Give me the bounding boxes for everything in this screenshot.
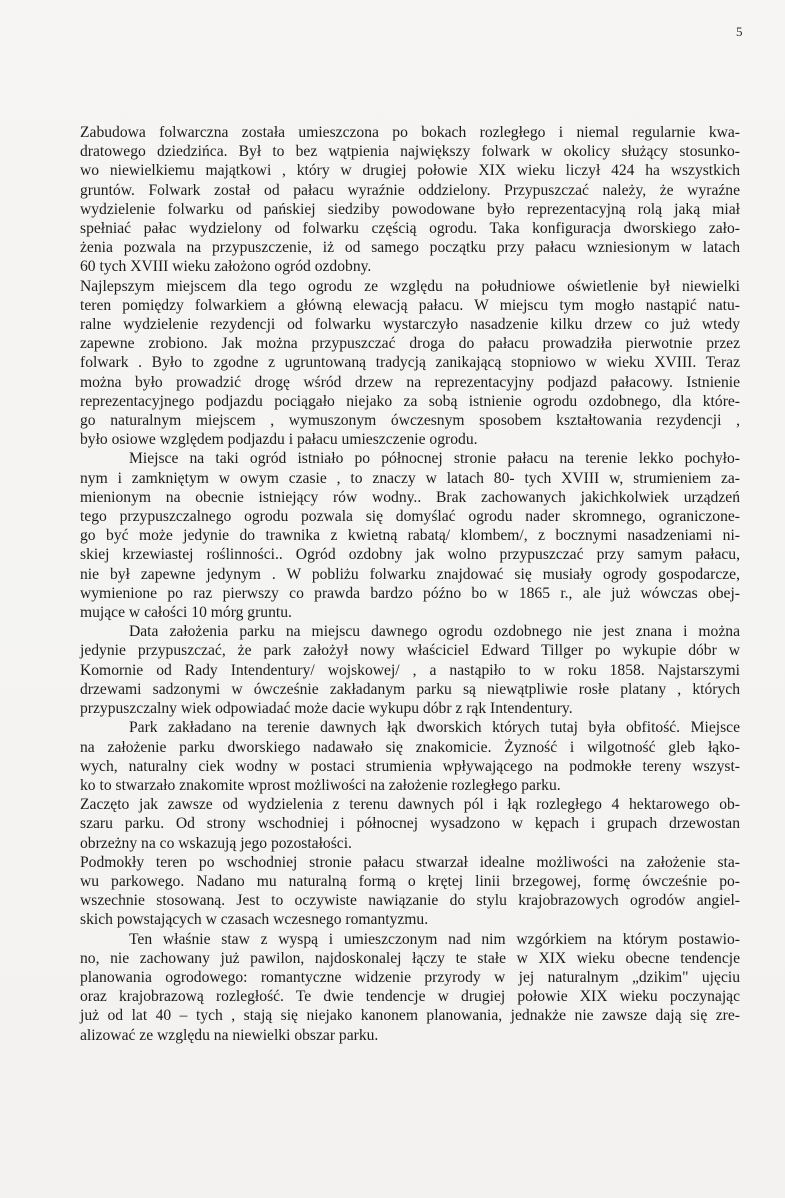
text-line: mienionym na obecnie istniejący rów wodny.. Brak zachowanych jakichkolwiek urządzeń [80, 488, 740, 506]
text-line: wych, naturalny ciek wodny w postaci strumienia wpływającego na podmokłe tereny wszyst- [80, 757, 740, 775]
text-line: Podmokły teren po wschodniej stronie pałacu stwarzał idealne możliwości na założenie sta- [80, 853, 740, 871]
text-line: jedynie przypuszczać, że park założył nowy właściciel Edward Tillger po wykupie dóbr w [80, 642, 740, 660]
text-line: Zaczęto jak zawsze od wydzielenia z terenu dawnych pól i łąk rozległego 4 hektarowego ob- [80, 796, 740, 814]
text-line: gruntów. Folwark został od pałacu wyraźnie oddzielony. Przypuszczać należy, że wyraźne [80, 181, 740, 199]
text-line: ko to stwarzało znakomite wprost możliwości na założenie rozległego parku. [80, 776, 561, 794]
text-line: przypuszczalny wiek odpowiadać może dacie wykupu dóbr z rąk Intendentury. [80, 700, 573, 718]
text-line: zapewne zrobiono. Jak można przypuszczać droga do pałacu prowadziła pierwotnie przez [80, 335, 740, 353]
text-line: go naturalnym miejscem , wymuszonym ówczesnym sposobem kształtowania rezydencji , [80, 412, 740, 430]
text-line: wu parkowego. Nadano mu naturalną formą o krętej linii brzegowej, formę ówcześnie po- [80, 872, 740, 890]
text-line: dratowego dziedzińca. Był to bez wątpienia największy folwark w okolicy służący stosunko- [80, 143, 740, 161]
text-line: już od lat 40 – tych , stają się niejako kanonem planowania, jednakże nie zawsze dają się zre- [80, 1007, 740, 1025]
text-line: skiej krzewiastej roślinności.. Ogród ozdobny jak wolno przypuszczać przy samym pałacu, [80, 546, 740, 564]
text-line: Park zakładano na terenie dawnych łąk dworskich których tutaj była obfitość. Miejsce [129, 719, 740, 737]
text-line: wymienione po raz pierwszy co prawda bardzo późno bo w 1865 r., ale już wówczas obej- [80, 584, 740, 602]
text-line: alizować ze względu na niewielki obszar parku. [80, 1026, 379, 1044]
text-line: Ten właśnie staw z wyspą i umieszczonym nad nim wzgórkiem na którym postawio- [129, 930, 740, 948]
text-line: nie był zapewne jedynym . W pobliżu folwarku znajdować się musiały ogrody gospodarcze, [80, 565, 740, 583]
text-line: Najlepszym miejscem dla tego ogrodu ze względu na południowe oświetlenie był niewielki [80, 277, 740, 295]
text-line: no, nie zachowany już pawilon, najdoskonalej łączy te stałe w XIX wieku obecne tendencje [80, 949, 740, 967]
text-line: ralne wydzielenie rezydencji od folwarku wystarczyło nasadzenie kilku drzew co już wtedy [80, 316, 740, 334]
text-line: wydzielenie folwarku od pańskiej siedziby powodowane było reprezentacyjną rolą jaką miał [80, 200, 740, 218]
text-line: Miejsce na taki ogród istniało po północnej stronie pałacu na terenie lekko pochyło- [129, 450, 740, 468]
body-text [80, 123, 740, 1045]
text-line: obrzeżny na co wskazują jego pozostałości. [80, 834, 352, 852]
text-line: wo niewielkiemu majątkowi , który w drugiej połowie XIX wieku liczył 424 ha wszystkich [80, 162, 740, 180]
text-line: folwark . Było to zgodne z ugruntowaną tradycją zanikającą stopniowo w wieku XVIII. Teraz [80, 354, 740, 372]
text-line: wszechnie stosowaną. Jest to oczywiste nawiązanie do stylu krajobrazowych ogrodów angiel- [80, 892, 740, 910]
text-line: nym i zamkniętym w owym czasie , to znaczy w latach 80- tych XVIII w, strumieniem za- [80, 469, 740, 487]
text-line: na założenie parku dworskiego nadawało się znakomicie. Żyzność i wilgotność gleb łąko- [80, 738, 740, 756]
text-line: reprezentacyjnego podjazdu pociągało niejako za sobą istnienie ogrodu ozdobnego, dla które- [80, 392, 740, 410]
text-line: skich powstających w czasach wczesnego romantyzmu. [80, 911, 429, 929]
text-line: Komornie od Rady Intendentury/ wojskowej/ , a nastąpiło to w roku 1858. Najstarszymi [80, 661, 740, 679]
text-line: Zabudowa folwarczna została umieszczona po bokach rozległego i niemal regularnie kwa- [80, 124, 740, 141]
text-line: można było prowadzić drogę wśród drzew na reprezentacyjny podjazd pałacowy. Istnienie [80, 373, 740, 391]
text-line: Data założenia parku na miejscu dawnego ogrodu ozdobnego nie jest znana i można [129, 623, 740, 641]
text-line: oraz krajobrazową rozległość. Te dwie tendencje w drugiej połowie XIX wieku poczynając [80, 988, 740, 1006]
text-line: go być może jedynie do trawnika z kwietną rabatą/ klombem/, z bocznymi nasadzeniami ni- [80, 527, 740, 545]
text-line: było osiowe względem podjazdu i pałacu umieszczenie ogrodu. [80, 431, 478, 449]
text-line: teren pomiędzy folwarkiem a główną elewacją pałacu. W miejscu tym mogło nastąpić natu- [80, 296, 740, 314]
text-line: planowania ogrodowego: romantyczne widzenie przyrody w jej naturalnym „dzikim" ujęciu [80, 968, 740, 986]
text-line: mujące w całości 10 mórg gruntu. [80, 604, 292, 622]
text-line: 60 tych XVIII wieku założono ogród ozdobny. [80, 258, 372, 276]
text-line: spełniać pałac wydzielony od folwarku częścią ogrodu. Taka konfiguracja dworskiego zało- [80, 220, 740, 238]
text-line: żenia pozwala na przypuszczenie, iż od samego początku przy pałacu wzniesionym w latach [80, 239, 740, 257]
text-line: szaru parku. Od strony wschodniej i północnej wysadzono w kępach i grupach drzewostan [80, 815, 740, 833]
page-number: 5 [736, 24, 743, 39]
text-line: tego przypuszczalnego ogrodu pozwala się domyślać ogrodu nader skromnego, ograniczone- [80, 508, 740, 526]
text-line: drzewami sadzonymi w ówcześnie zakładanym parku są niewątpliwie rosłe platany , których [80, 680, 740, 698]
